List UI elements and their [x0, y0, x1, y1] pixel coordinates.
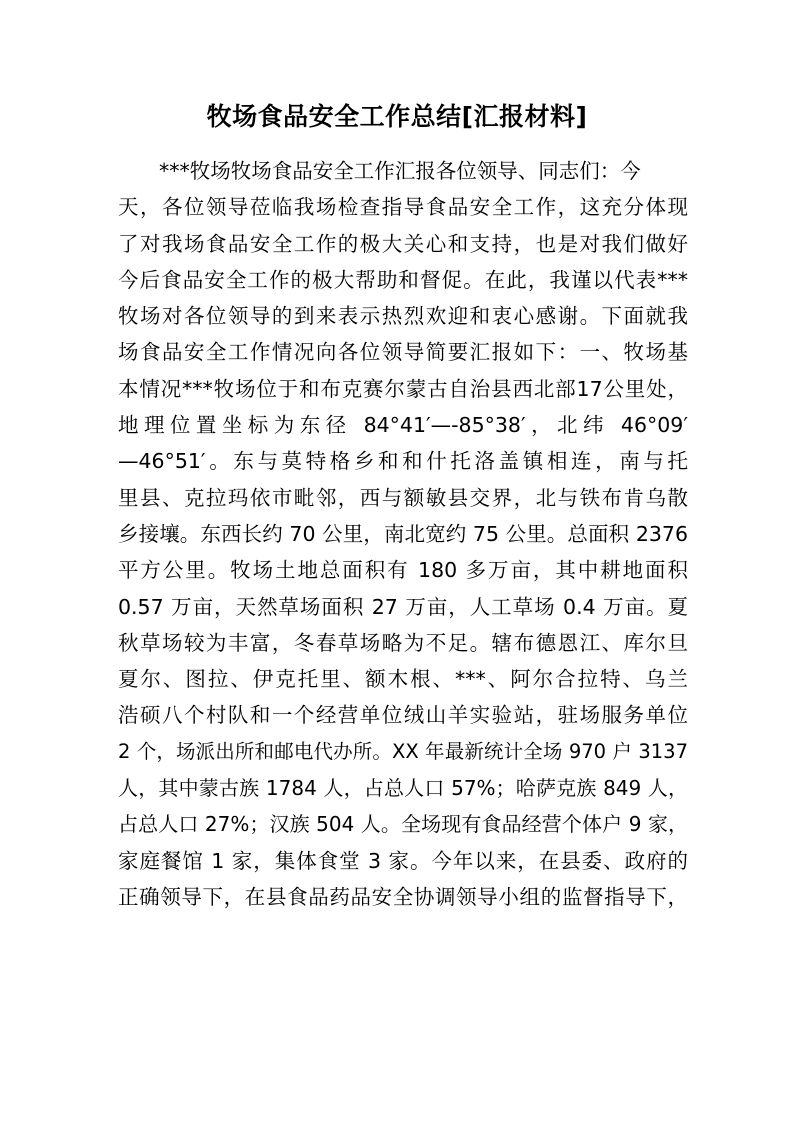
document-body	[118, 153, 688, 915]
body-line: 乡接壤。东西长约 70 公里，南北宽约 75 公里。总面积 2376	[118, 521, 688, 546]
body-line: 地理位置坐标为东径 84°41′—-85°38′，北纬 46°09′	[118, 413, 688, 438]
body-line: —46°51′。东与莫特格乡和和什托洛盖镇相连，南与托	[118, 449, 688, 474]
body-line: 0.57 万亩，天然草场面积 27 万亩，人工草场 0.4 万亩。夏	[118, 594, 688, 619]
body-line: 家庭餐馆 1 家，集体食堂 3 家。今年以来，在县委、政府的	[118, 848, 688, 873]
body-line: 了对我场食品安全工作的极大关心和支持，也是对我们做好	[118, 231, 688, 256]
body-line: 场食品安全工作情况向各位领导简要汇报如下：一、牧场基	[118, 340, 688, 365]
body-line: 平方公里。牧场土地总面积有 180 多万亩，其中耕地面积	[118, 558, 688, 583]
body-line: 本情况***牧场位于和布克赛尔蒙古自治县西北部17公里处，	[118, 376, 688, 401]
body-line: ***牧场牧场食品安全工作汇报各位领导、同志们：今	[159, 159, 641, 183]
body-line: 夏尔、图拉、伊克托里、额木根、***、阿尔合拉特、乌兰	[118, 667, 688, 692]
body-line: 里县、克拉玛依市毗邻，西与额敏县交界，北与铁布肯乌散	[118, 485, 688, 510]
body-line: 占总人口 27%；汉族 504 人。全场现有食品经营个体户 9 家，	[118, 812, 688, 837]
body-line: 天，各位领导莅临我场检查指导食品安全工作，这充分体现	[118, 195, 688, 220]
document-title: 牧场食品安全工作总结[汇报材料]	[206, 102, 588, 131]
body-line: 人，其中蒙古族 1784 人，占总人口 57%；哈萨克族 849 人，	[118, 776, 688, 801]
body-line: 正确领导下，在县食品药品安全协调领导小组的监督指导下，	[118, 884, 688, 909]
body-line: 牧场对各位领导的到来表示热烈欢迎和衷心感谢。下面就我	[118, 304, 688, 329]
body-line: 今后食品安全工作的极大帮助和督促。在此，我谨以代表***	[118, 267, 688, 292]
body-line: 浩硕八个村队和一个经营单位绒山羊实验站，驻场服务单位	[118, 703, 688, 728]
body-line: 2 个，场派出所和邮电代办所。XX 年最新统计全场 970 户 3137	[118, 739, 688, 763]
body-line: 秋草场较为丰富，冬春草场略为不足。辖布德恩江、库尔旦	[118, 630, 688, 655]
